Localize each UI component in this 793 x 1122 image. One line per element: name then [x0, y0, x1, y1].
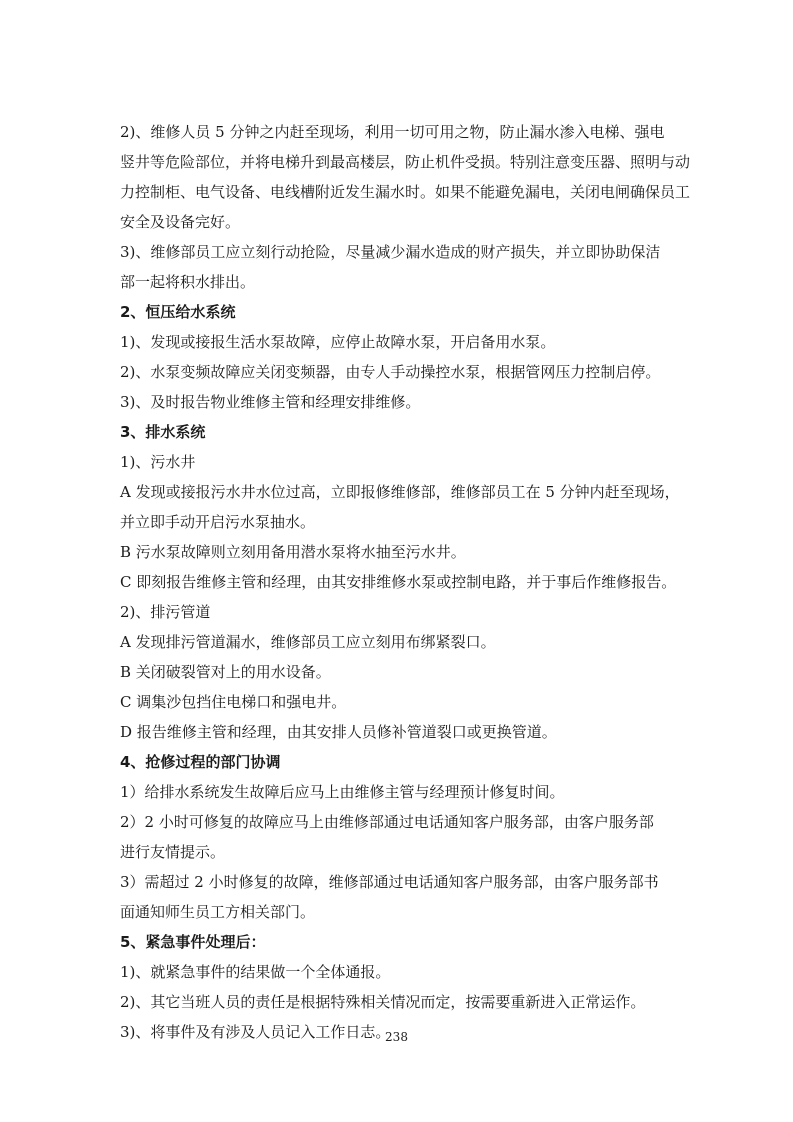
list-item: D 报告维修主管和经理，由其安排人员修补管道裂口或更换管道。	[120, 723, 557, 741]
paragraph-line: 竖井等危险部位，并将电梯升到最高楼层，防止机件受损。特别注意变压器、照明与动	[120, 153, 691, 171]
section-heading-4: 4、抢修过程的部门协调	[120, 753, 281, 771]
section-heading-5: 5、紧急事件处理后：	[120, 933, 266, 951]
list-item: 1)、就紧急事件的结果做一个全体通报。	[120, 963, 391, 981]
page-number: 238	[385, 1030, 408, 1044]
paragraph-line: 并立即手动开启污水泵抽水。	[120, 513, 316, 531]
list-item: 2）2 小时可修复的故障应马上由维修部通过电话通知客户服务部，由客户服务部	[120, 813, 654, 831]
list-item: C 调集沙包挡住电梯口和强电井。	[120, 693, 347, 711]
list-item: 2)、排污管道	[120, 603, 211, 621]
paragraph-line: 3)、维修部员工应立刻行动抢险，尽量减少漏水造成的财产损失，并立即协助保洁	[120, 243, 661, 261]
list-item: B 污水泵故障则立刻用备用潜水泵将水抽至污水井。	[120, 543, 466, 561]
list-item: 1)、污水井	[120, 453, 196, 471]
list-item: A 发现或接报污水井水位过高，立即报修维修部，维修部员工在 5 分钟内赶至现场，	[120, 483, 680, 501]
paragraph-line: 2)、维修人员 5 分钟之内赶至现场，利用一切可用之物，防止漏水渗入电梯、强电	[120, 123, 665, 141]
paragraph-line: 面通知师生员工方相关部门。	[120, 903, 316, 921]
list-item: 1）给排水系统发生故障后应马上由维修主管与经理预计修复时间。	[120, 783, 565, 801]
list-item: 3)、将事件及有涉及人员记入工作日志。	[120, 1023, 391, 1041]
paragraph-line: 部一起将积水排出。	[120, 273, 256, 291]
list-item: B 关闭破裂管对上的用水设备。	[120, 663, 331, 681]
paragraph-line: 安全及设备完好。	[120, 213, 241, 231]
list-item: A 发现排污管道漏水，维修部员工应立刻用布绑紧裂口。	[120, 633, 496, 651]
list-item: 3）需超过 2 小时修复的故障，维修部通过电话通知客户服务部，由客户服务部书	[120, 873, 659, 891]
list-item: 1)、发现或接报生活水泵故障，应停止故障水泵，开启备用水泵。	[120, 333, 556, 351]
list-item: 2)、水泵变频故障应关闭变频器，由专人手动操控水泵，根据管网压力控制启停。	[120, 363, 661, 381]
list-item: 2)、其它当班人员的责任是根据特殊相关情况而定，按需要重新进入正常运作。	[120, 993, 646, 1011]
list-item: C 即刻报告维修主管和经理，由其安排维修水泵或控制电路，并于事后作维修报告。	[120, 573, 677, 591]
document-body	[120, 117, 700, 1047]
paragraph-line: 进行友情提示。	[120, 843, 226, 861]
paragraph-line: 力控制柜、电气设备、电线槽附近发生漏水时。如果不能避免漏电，关闭电闸确保员工	[120, 183, 691, 201]
section-heading-2: 2、恒压给水系统	[120, 303, 236, 321]
list-item: 3)、及时报告物业维修主管和经理安排维修。	[120, 393, 421, 411]
section-heading-3: 3、排水系统	[120, 423, 206, 441]
